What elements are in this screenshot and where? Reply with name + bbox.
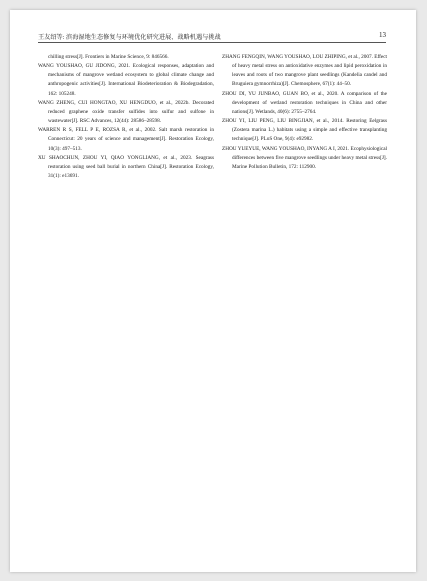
header-title: 王友绍等: 滨海湿地生态修复与环境优化研究进展、战略机遇与挑战 [38,34,221,41]
reference-entry: WANG YOUSHAO, GU JIDONG, 2021. Ecological responses, adaptation and mechanisms of mangrove wetland ecosystem to global climate change and anthropogenic activities[J]. International Biodeterioration & Biodegradation, 162: 105248. [38,63,214,97]
page-number: 13 [379,31,386,39]
document-page [10,10,416,572]
reference-entry: ZHANG FENGQIN, WANG YOUSHAO, LOU ZHIPING, et al., 2007. Effect of heavy metal stress on antioxidative enzymes and lipid peroxidation in leaves and roots of two mangrove plant seedlings (Kandelia candel and Bruguiera gymnorrhiza)[J]. Chemosphere, 67(1): 44–50. [222,54,387,88]
reference-entry: WARREN R S, FELL P E, ROZSA R, et al., 2002. Salt marsh restoration in Connecticut: 20 years of science and management[J]. Restoration Ecology, 10(3): 497–513. [38,127,214,152]
reference-entry: ZHOU YI, LIU PENG, LIU BINGJIAN, et al., 2014. Restoring Eelgrass (Zostera marina L.) habitats using a simple and effective transplanting technique[J]. PLoS One, 9(4): e92982. [222,118,387,143]
references-left-column [38,53,214,181]
reference-entry: ZHOU YUEYUE, WANG YOUSHAO, INYANG A I, 2021. Ecophysiological differences between five mangrove seedlings under heavy metal stress[J]. Marine Pollution Bulletin, 172: 112900. [222,145,387,170]
running-header [38,30,386,43]
reference-entry: ZHOU DI, YU JUNBAO, GUAN BO, et al., 2020. A comparison of the development of wetland restoration techniques in China and other nations[J]. Wetlands, 40(6): 2755–2764. [222,90,387,115]
references-right-column [222,53,387,172]
reference-entry: XU SHAOCHUN, ZHOU YI, QIAO YONGLIANG, et al., 2023. Seagrass restoration using seed ball burial in northern China[J]. Restoration Ecology, 31(1): e13691. [38,154,214,180]
reference-entry: chilling stress[J]. Frontiers in Marine Science, 9: 846566. [48,54,169,60]
reference-entry: WANG ZHENG, CUI HONGTAO, XU HENGDUO, et al., 2022b. Decorated reduced graphene oxide transfer sulfides into sulfur and sulfone in wastewater[J]. RSC Advances, 12(44): 28586–28598. [38,99,214,125]
